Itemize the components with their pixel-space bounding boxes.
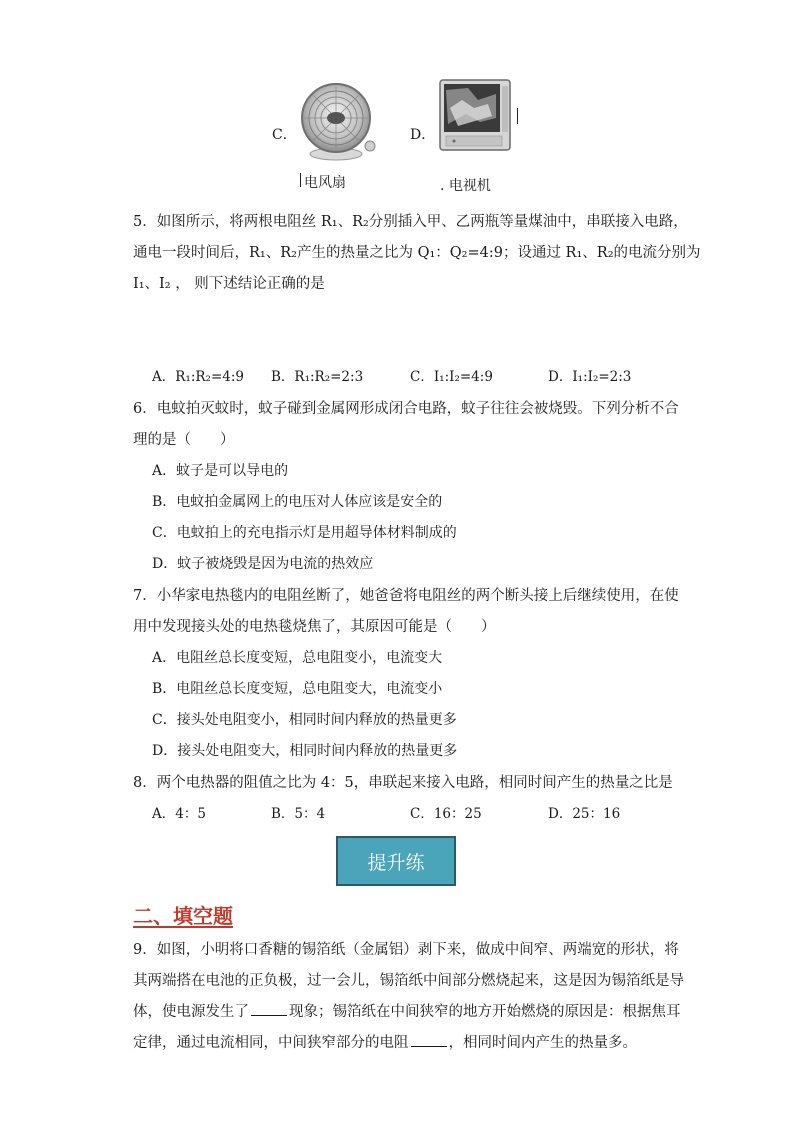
q8-option-c[interactable]: C．16：25 xyxy=(410,806,482,822)
option-d-label: D． xyxy=(410,127,436,143)
q9-line-4-part-a: 定律，通过电流相同，中间狭窄部分的电阻 xyxy=(133,1035,409,1051)
q9-line-1: 9．如图，小明将口香糖的锡箔纸（金属铝）剥下来，做成中间窄、两端宽的形状，将 xyxy=(133,942,679,958)
q7-option-d[interactable]: D．接头处电阻变大，相同时间内释放的热量更多 xyxy=(152,743,458,759)
caption-marker xyxy=(300,173,301,187)
q7-option-b[interactable]: B．电阻丝总长度变短，总电阻变大，电流变小 xyxy=(152,681,443,697)
fan-caption: 电风扇 xyxy=(304,175,346,191)
q6-option-c[interactable]: C．电蚊拍上的充电指示灯是用超导体材料制成的 xyxy=(152,525,457,541)
answer-blank-1[interactable] xyxy=(251,1014,287,1016)
q7-line-1: 7．小华家电热毯内的电阻丝断了，她爸爸将电阻丝的两个断头接上后继续使用，在使 xyxy=(133,588,679,604)
q7-option-c[interactable]: C．接头处电阻变小，相同时间内释放的热量更多 xyxy=(152,712,457,728)
answer-blank-2[interactable] xyxy=(411,1045,447,1047)
q8-line-1: 8．两个电热器的阻值之比为 4：5，串联起来接入电路，相同时间产生的热量之比是 xyxy=(133,775,673,791)
q5-option-d[interactable]: D．I₁:I₂=2:3 xyxy=(548,369,632,385)
q8-option-b[interactable]: B．5：4 xyxy=(271,806,326,822)
electric-fan-image xyxy=(300,80,380,162)
q5-option-c[interactable]: C．I₁:I₂=4:9 xyxy=(410,369,493,385)
q6-option-a[interactable]: A．蚊子是可以导电的 xyxy=(152,463,289,479)
q5-line-3: I₁、I₂ ， 则下述结论正确的是 xyxy=(133,276,325,292)
q6-option-d[interactable]: D．蚊子被烧毁是因为电流的热效应 xyxy=(152,556,374,572)
q8-option-a[interactable]: A．4：5 xyxy=(152,806,206,822)
q9-line-3-part-b: 现象；锡箔纸在中间狭窄的地方开始燃烧的原因是：根据焦耳 xyxy=(289,1004,681,1020)
q6-option-b[interactable]: B．电蚊拍金属网上的电压对人体应该是安全的 xyxy=(152,494,443,510)
caption-marker xyxy=(517,108,518,124)
tv-caption: . 电视机 xyxy=(440,178,491,194)
q7-option-a[interactable]: A．电阻丝总长度变短，总电阻变小，电流变大 xyxy=(152,650,443,666)
q8-option-d[interactable]: D．25：16 xyxy=(548,806,621,822)
practice-banner: 提升练 xyxy=(336,836,456,886)
q5-line-2: 通电一段时间后，R₁、R₂产生的热量之比为 Q₁：Q₂=4:9；设通过 R₁、R₂的电流分别为 xyxy=(133,245,701,261)
q5-option-b[interactable]: B．R₁:R₂=2:3 xyxy=(271,369,364,385)
q5-option-a[interactable]: A．R₁:R₂=4:9 xyxy=(152,369,244,385)
q6-line-1: 6．电蚊拍灭蚊时，蚊子碰到金属网形成闭合电路，蚊子往往会被烧毁。下列分析不合 xyxy=(133,401,679,417)
section-heading: 二、填空题 xyxy=(133,904,233,928)
q6-line-2: 理的是（ ） xyxy=(133,432,235,448)
q5-line-1: 5．如图所示，将两根电阻丝 R₁、R₂分别插入甲、乙两瓶等量煤油中，串联接入电路， xyxy=(133,214,688,230)
q9-line-3 xyxy=(133,1002,681,1022)
q9-line-4 xyxy=(133,1033,637,1053)
q9-line-3-part-a: 体，使电源发生了 xyxy=(133,1004,249,1020)
q7-line-2: 用中发现接头处的电热毯烧焦了，其原因可能是（ ） xyxy=(133,619,496,635)
option-c-label: C． xyxy=(272,127,297,143)
q9-line-2: 其两端搭在电池的正负极，过一会儿，锡箔纸中间部分燃烧起来，这是因为锡箔纸是导 xyxy=(133,973,684,989)
q9-line-4-part-b: ，相同时间内产生的热量多。 xyxy=(448,1035,637,1051)
television-image xyxy=(438,78,518,158)
